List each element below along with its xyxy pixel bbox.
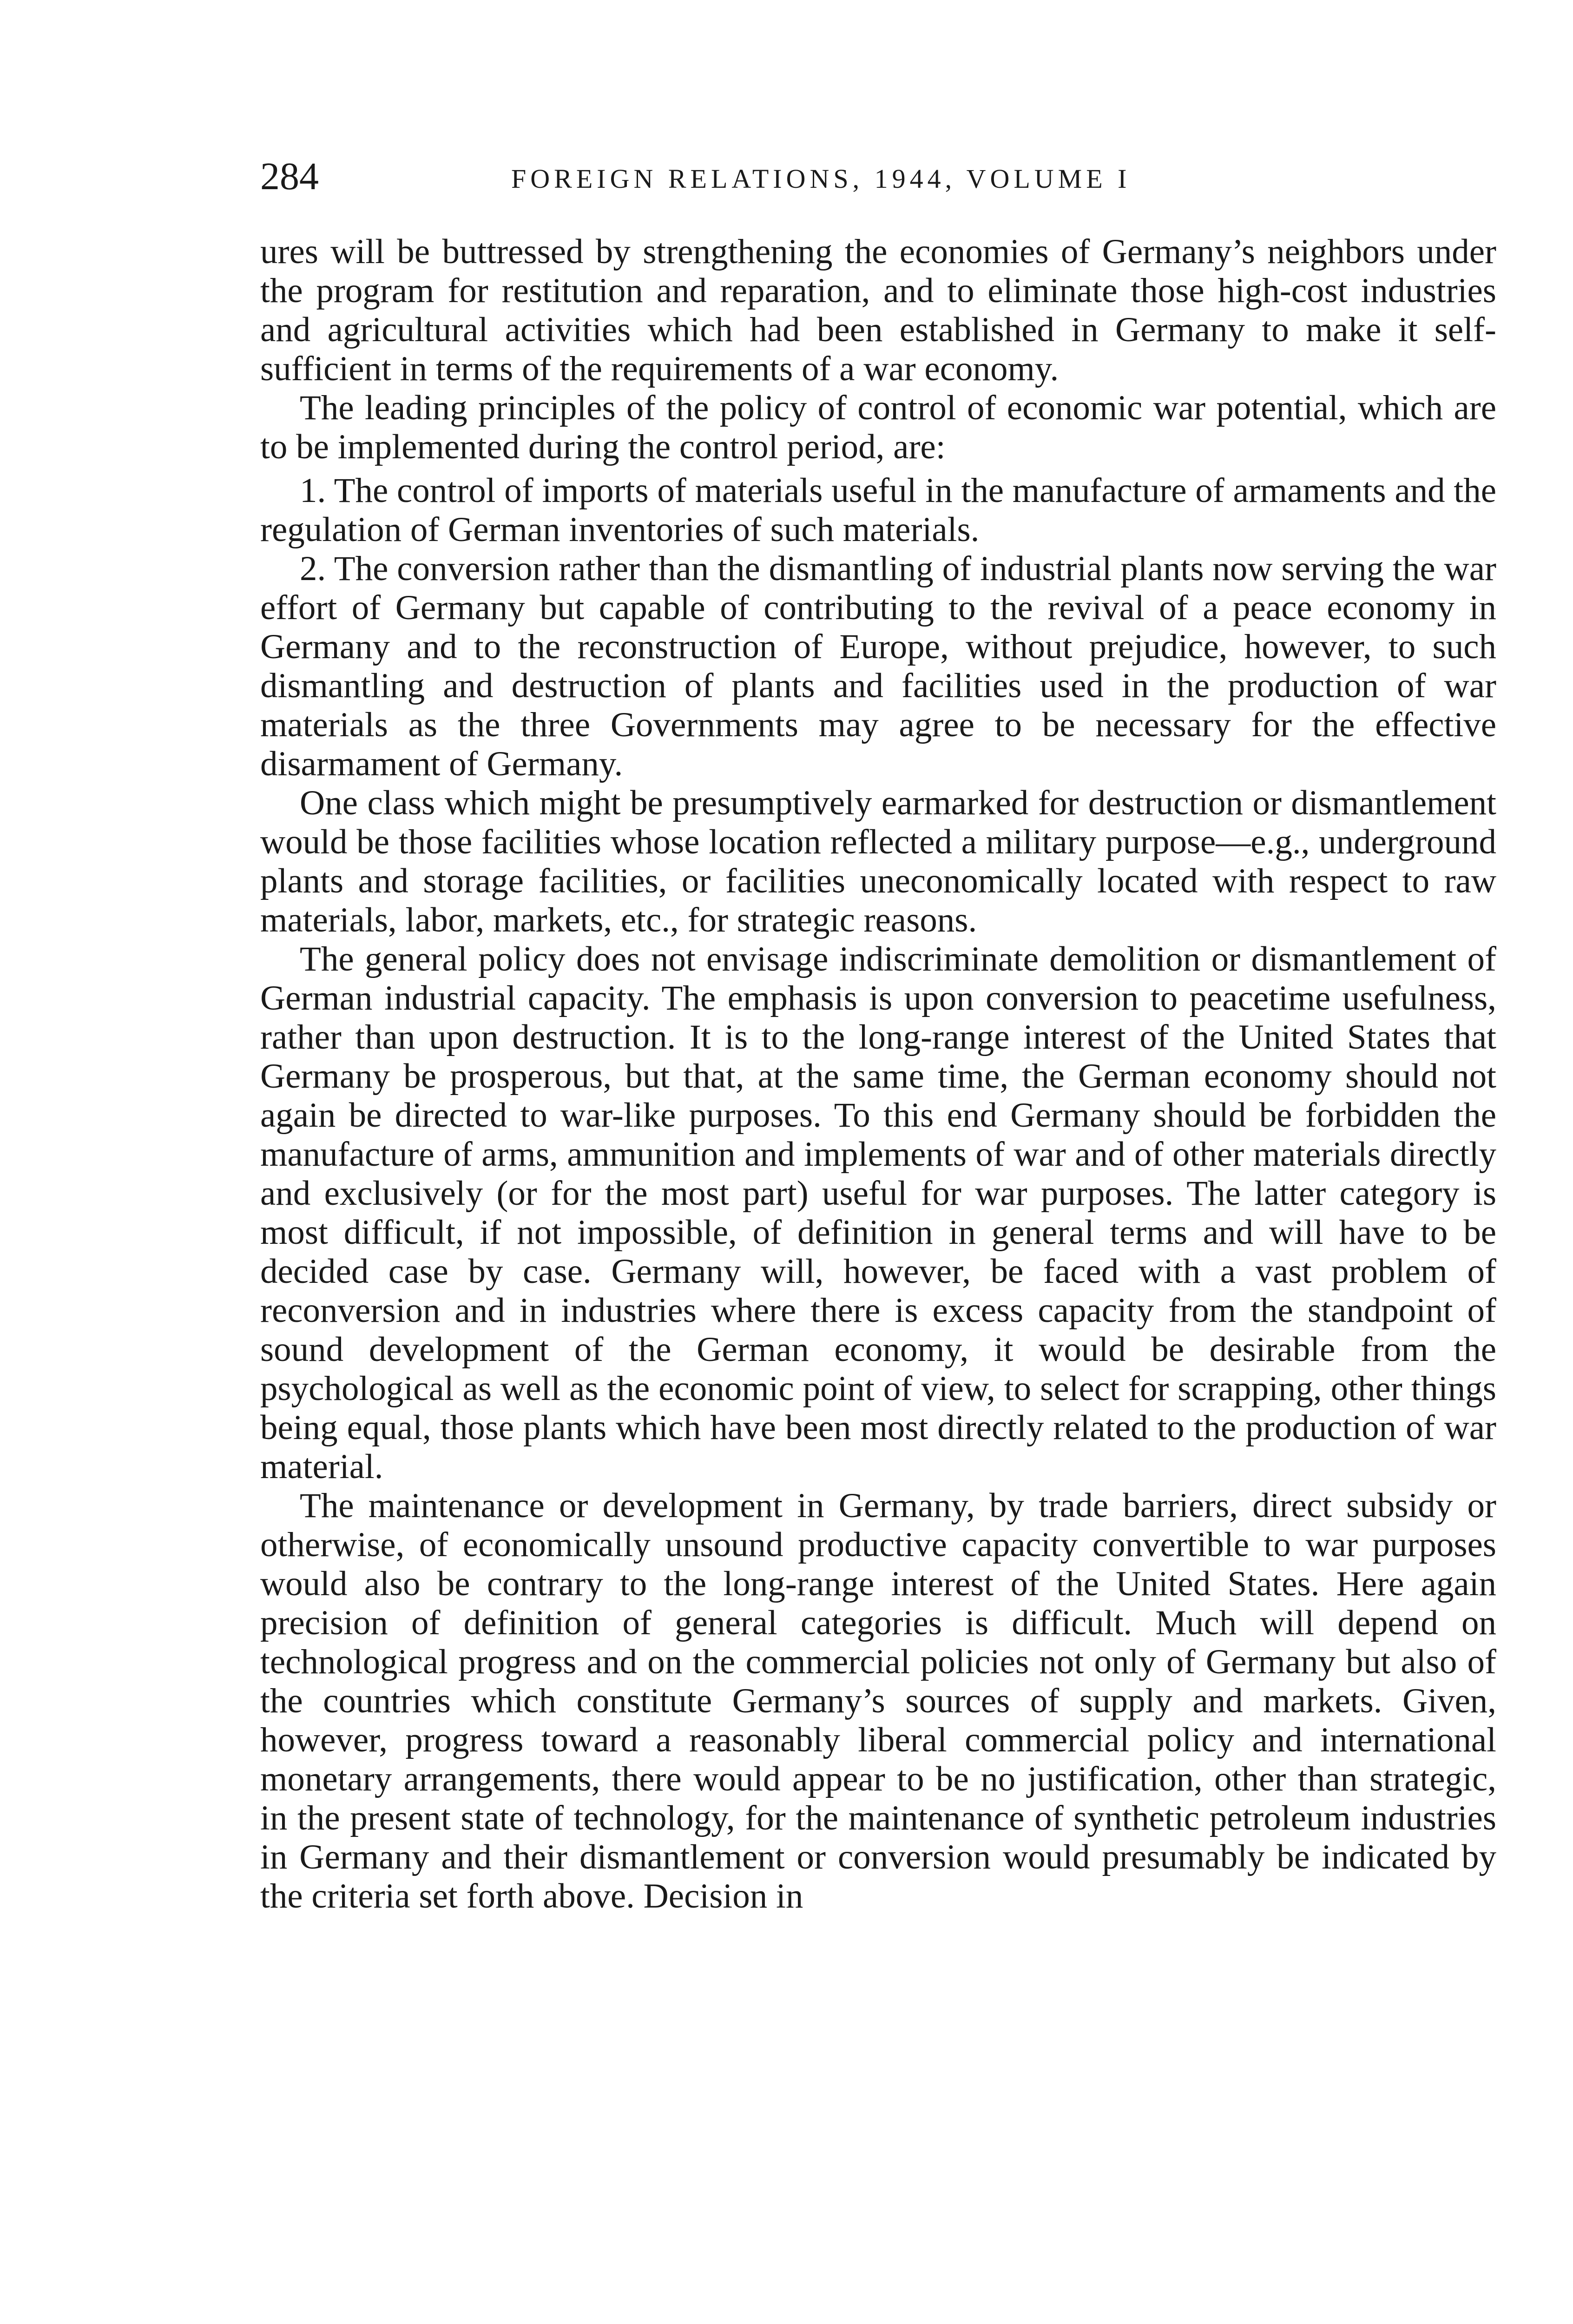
page-number: 284 bbox=[260, 155, 319, 198]
paragraph-leading-principles: The leading principles of the policy of control of economic war potential, which are to be implemented during the control period, are: bbox=[260, 389, 1496, 466]
document-page bbox=[260, 153, 1496, 1916]
paragraph-destruction-class: One class which might be presumptively earmarked for destruction or dismantlement would be those facilities whose location reflected a military purpose—e.g., underground plants and storage facilities, or facilities uneconomically located with respect to raw materials, labor, markets, etc., for strategic reasons. bbox=[260, 784, 1496, 939]
running-header-title: FOREIGN RELATIONS, 1944, VOLUME I bbox=[511, 164, 1131, 194]
body-text bbox=[260, 232, 1496, 1916]
paragraph-general-policy: The general policy does not envisage indiscriminate demolition or dismantlement of German industrial capacity. The emphasis is upon conversion to peacetime usefulness, rather than upon destruction. It is to the long-range interest of the United States that Germany be prosperous, but that, at the same time, the German economy should not again be directed to war-like purposes. To this end Germany should be forbidden the manufacture of arms, ammunition and implements of war and of other materials directly and exclusively (or for the most part) useful for war purposes. The latter category is most difficult, if not impossible, of definition in general terms and will have to be decided case by case. Germany will, however, be faced with a vast problem of reconversion and in industries where there is excess capacity from the standpoint of sound development of the German economy, it would be desirable from the psychological as well as the economic point of view, to select for scrapping, other things being equal, those plants which have been most directly related to the production of war material. bbox=[260, 940, 1496, 1486]
numbered-item-1: 1. The control of imports of materials useful in the manufacture of armaments and the regulation of German inventories of such materials. bbox=[260, 471, 1496, 549]
paragraph-continued: ures will be buttressed by strengthening the economies of Germany’s neighbors under the program for restitution and reparation, and to eliminate those high-cost industries and agricultural activities which had been established in Germany to make it self-sufficient in terms of the requirements of a war economy. bbox=[260, 232, 1496, 388]
paragraph-maintenance: The maintenance or development in Germany, by trade barriers, direct subsidy or otherwise, of economically unsound productive capacity convertible to war purposes would also be contrary to the long-range interest of the United States. Here again precision of definition of general categories is difficult. Much will depend on technological progress and on the commercial policies not only of Germany but also of the countries which constitute Germany’s sources of supply and markets. Given, however, progress toward a reasonably liberal commercial policy and international monetary arrangements, there would appear to be no justification, other than strategic, in the present state of technology, for the maintenance of synthetic petroleum industries in Germany and their dismantlement or conversion would presumably be indicated by the criteria set forth above. Decision in bbox=[260, 1486, 1496, 1915]
numbered-item-2: 2. The conversion rather than the dismantling of industrial plants now serving the war effort of Germany but capable of contributing to the revival of a peace economy in Germany and to the reconstruction of Europe, without prejudice, however, to such dismantling and destruction of plants and facilities used in the production of war materials as the three Governments may agree to be necessary for the effective disarmament of Germany. bbox=[260, 549, 1496, 783]
running-header bbox=[260, 153, 1496, 205]
